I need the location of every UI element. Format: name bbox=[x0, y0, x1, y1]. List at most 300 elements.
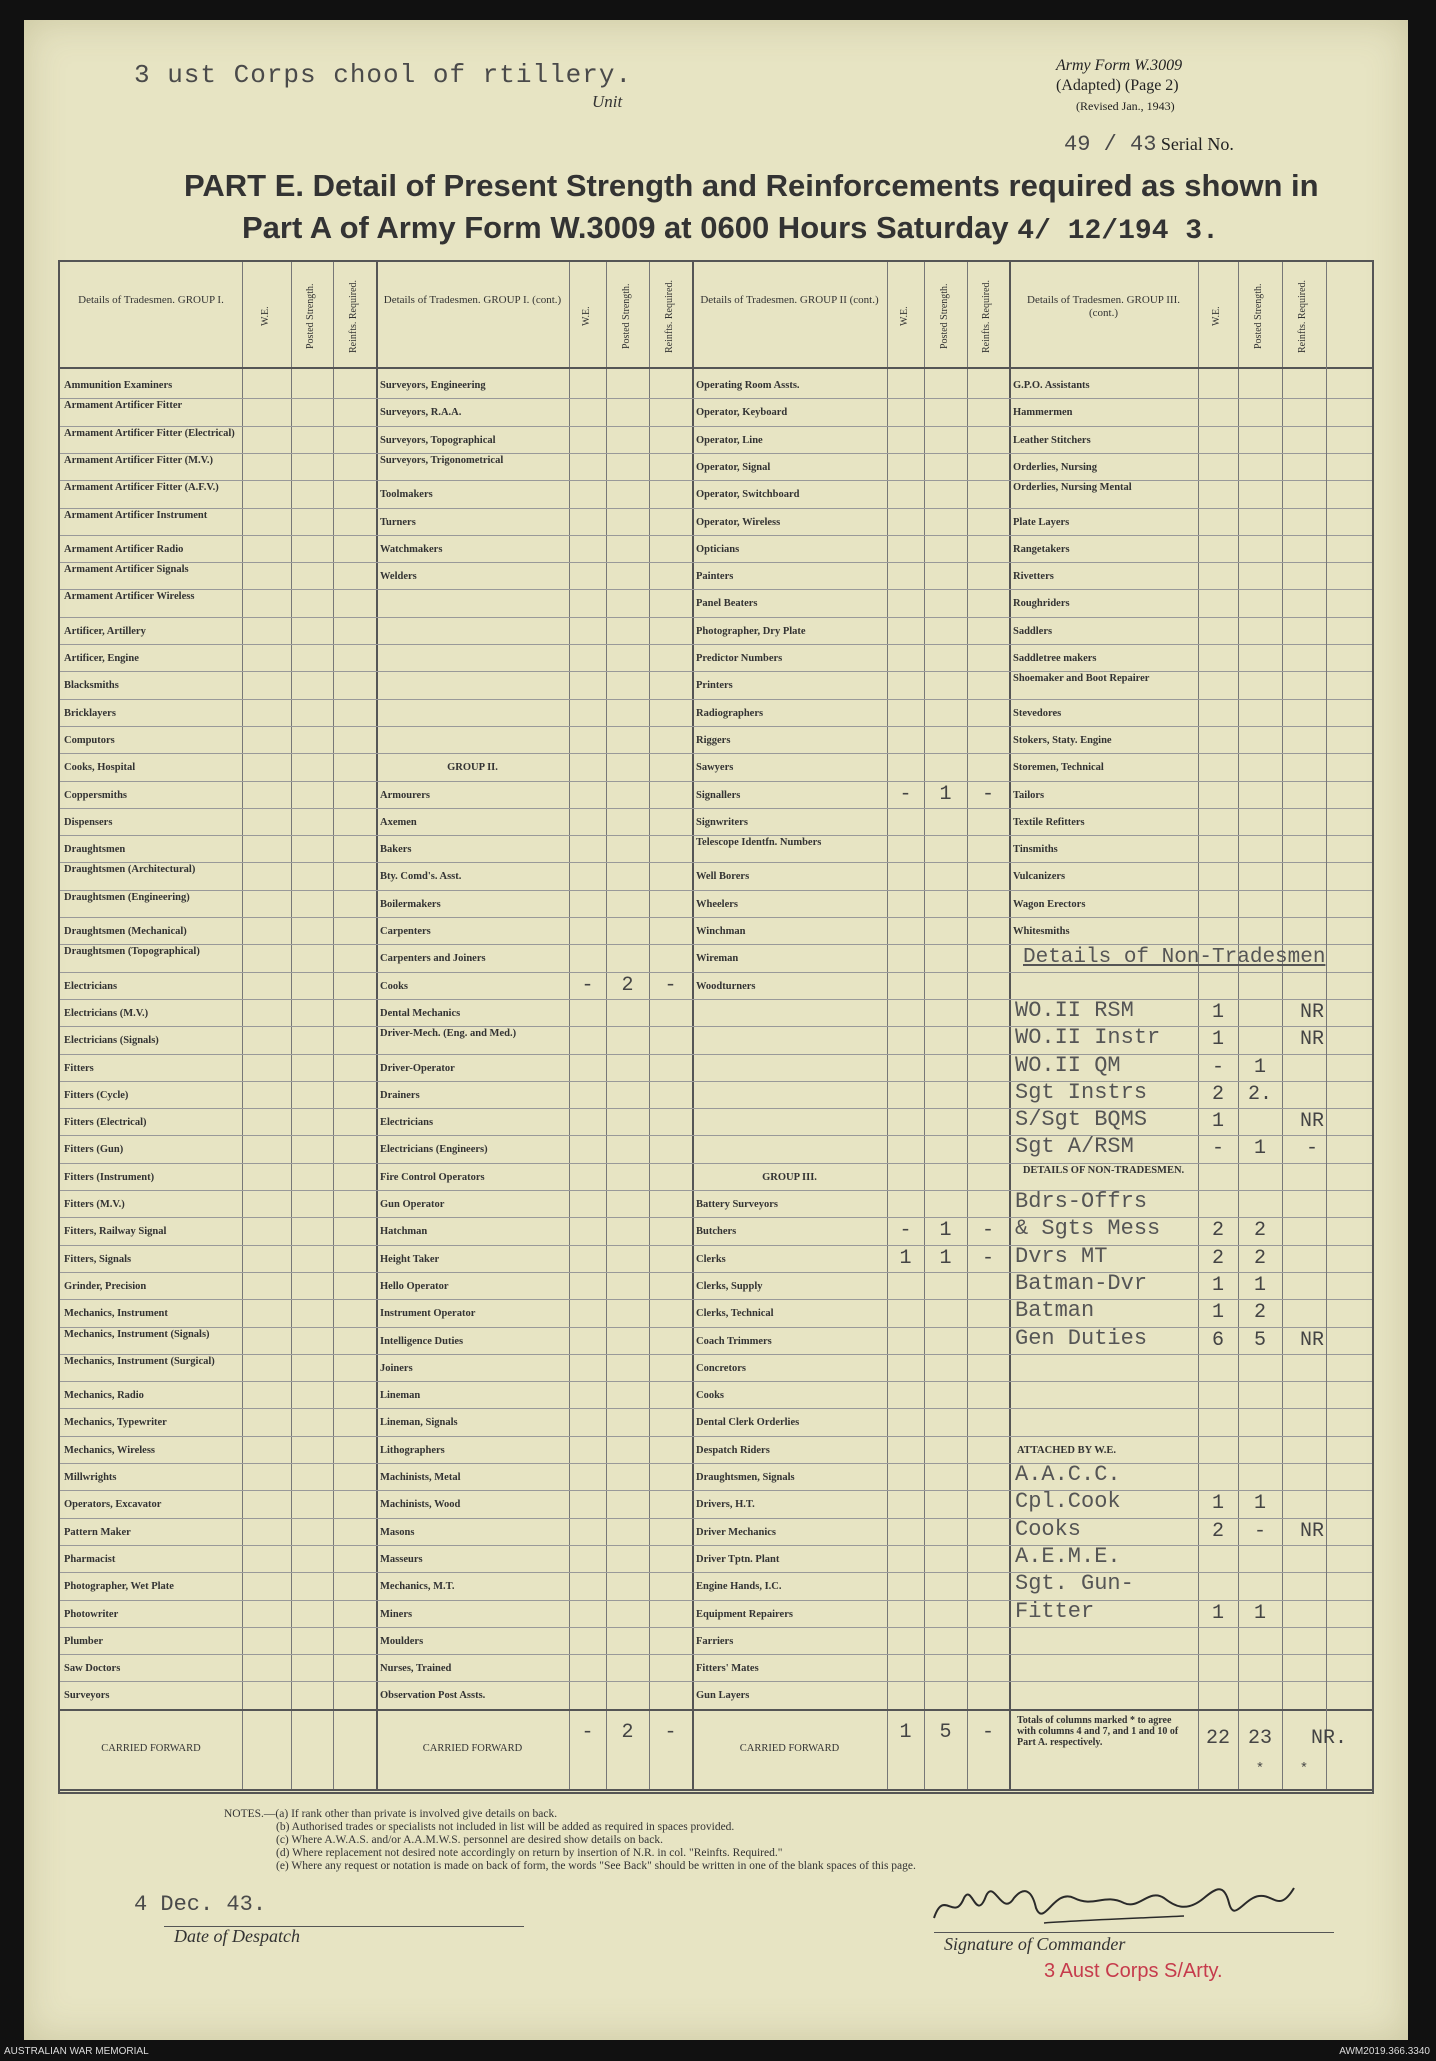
archive-reference: AWM2019.366.3340 bbox=[1339, 2046, 1430, 2057]
non-tradesman-label: Bdrs-Offrs bbox=[1015, 1189, 1148, 1214]
unit-caption: Unit bbox=[592, 92, 623, 111]
trade-label: Carpenters bbox=[380, 926, 431, 937]
non-tradesman-label: WO.II Instr bbox=[1015, 1025, 1161, 1051]
non-tradesman-posted: 1 bbox=[1253, 1137, 1266, 1161]
trade-label: Panel Beaters bbox=[696, 598, 758, 610]
non-tradesman-label: Dvrs MT bbox=[1015, 1243, 1108, 1269]
row-rule bbox=[60, 1600, 1372, 1601]
trade-label: Electricians (Signals) bbox=[64, 1035, 159, 1047]
row-rule bbox=[60, 972, 1372, 973]
trade-label: Surveyors bbox=[64, 1690, 110, 1702]
row-rule bbox=[60, 562, 1372, 563]
trade-label: Armament Artificer Fitter (M.V.) bbox=[64, 454, 213, 466]
row-rule bbox=[60, 1081, 1372, 1082]
note-line: NOTES.—(a) If rank other than private is involved give details on back. bbox=[224, 1808, 558, 1820]
column-header-we: W.E. bbox=[1211, 306, 1222, 326]
non-tradesman-we: 1 bbox=[1211, 1301, 1224, 1325]
row-rule bbox=[60, 1408, 1372, 1409]
non-tradesman-reinf: NR bbox=[1299, 1028, 1324, 1052]
trade-label: Lineman, Signals bbox=[380, 1417, 458, 1429]
trade-label: Draughtsmen (Architectural) bbox=[64, 864, 196, 876]
trade-label: Operator, Switchboard bbox=[696, 489, 800, 501]
form-sheet bbox=[24, 20, 1408, 2040]
serial-number bbox=[1064, 132, 1234, 157]
trade-label: Predictor Numbers bbox=[696, 653, 783, 664]
trade-label: Operator, Wireless bbox=[696, 516, 781, 528]
trade-label: Boilermakers bbox=[380, 898, 441, 910]
row-rule bbox=[60, 1272, 1372, 1273]
non-tradesman-label: Sgt Instrs bbox=[1015, 1079, 1148, 1105]
non-tradesman-we: 6 bbox=[1211, 1328, 1224, 1352]
entry-reinf: - bbox=[664, 973, 677, 997]
trade-label: Mechanics, Typewriter bbox=[64, 1417, 167, 1429]
trade-label: Lithographers bbox=[380, 1444, 445, 1456]
row-rule bbox=[60, 999, 1372, 1000]
row-rule bbox=[60, 1627, 1372, 1628]
row-rule bbox=[60, 781, 1372, 782]
entry-reinf: - bbox=[981, 1219, 994, 1243]
note-line: (b) Authorised trades or specialists not included in list will be added as required in spaces provided. bbox=[276, 1821, 735, 1833]
trade-label: Stevedores bbox=[1013, 707, 1062, 719]
form-adapted: (Adapted) (Page 2) bbox=[1056, 77, 1179, 94]
non-tradesman-reinf: NR bbox=[1299, 1519, 1324, 1543]
trade-label: GROUP II. bbox=[447, 762, 498, 774]
trade-label: Gun Layers bbox=[696, 1690, 750, 1702]
totals-note: Totals of columns marked * to agree with columns 4 and 7, and 1 and 10 of Part A. respectively. bbox=[1017, 1714, 1179, 1748]
trade-label: Surveyors, R.A.A. bbox=[380, 407, 462, 419]
trade-label: Draughtsmen, Signals bbox=[696, 1472, 795, 1483]
carried-forward-posted: 2 bbox=[621, 1720, 634, 1744]
column-header-details: Details of Tradesmen. GROUP II (cont.) bbox=[700, 294, 879, 306]
trade-label: Well Borers bbox=[696, 871, 750, 883]
trade-label: Mechanics, Instrument (Surgical) bbox=[64, 1355, 215, 1367]
row-rule bbox=[60, 1163, 1372, 1164]
column-header-reinfts: Reinfts. Required. bbox=[981, 279, 992, 353]
entry-posted: 1 bbox=[939, 782, 952, 806]
strength-table bbox=[58, 260, 1374, 1794]
row-rule bbox=[60, 1518, 1372, 1519]
trade-label: Fitters (Electrical) bbox=[64, 1117, 147, 1129]
trade-label: Machinists, Metal bbox=[380, 1472, 461, 1483]
entry-we: 1 bbox=[899, 1246, 912, 1270]
trade-label: Pharmacist bbox=[64, 1553, 116, 1565]
trade-label: Armament Artificer Fitter bbox=[64, 400, 183, 412]
trade-label: Joiners bbox=[380, 1362, 413, 1374]
notes-block bbox=[224, 1808, 916, 1873]
non-tradesman-we: 1 bbox=[1211, 1601, 1224, 1625]
form-revision: (Revised Jan., 1943) bbox=[1076, 99, 1175, 113]
entry-reinf: - bbox=[981, 782, 994, 806]
row-rule bbox=[60, 835, 1372, 836]
non-tradesman-label: A.E.M.E. bbox=[1015, 1543, 1121, 1569]
trade-label: Operator, Line bbox=[696, 434, 763, 446]
row-rule bbox=[60, 1054, 1372, 1055]
row-rule bbox=[60, 808, 1372, 809]
trade-label: Sawyers bbox=[696, 762, 734, 774]
form-number: Army Form W.3009 bbox=[1056, 57, 1183, 74]
trade-label: Saddlers bbox=[1013, 625, 1053, 637]
row-rule bbox=[60, 617, 1372, 618]
row-rule bbox=[60, 1436, 1372, 1437]
row-rule bbox=[60, 1545, 1372, 1546]
non-tradesman-label: Sgt A/RSM bbox=[1015, 1134, 1134, 1160]
trade-label: Leather Stitchers bbox=[1013, 434, 1091, 446]
trade-label: Signallers bbox=[696, 789, 741, 801]
non-tradesman-reinf: NR bbox=[1299, 1000, 1324, 1024]
trade-label: Painters bbox=[696, 571, 734, 583]
non-tradesman-posted: 2 bbox=[1253, 1246, 1266, 1270]
non-tradesman-label: Batman bbox=[1015, 1298, 1095, 1324]
trade-label: Carpenters and Joiners bbox=[380, 953, 486, 965]
trade-label: Shoemaker and Boot Repairer bbox=[1013, 673, 1150, 685]
trade-label: Telescope Identfn. Numbers bbox=[696, 837, 822, 849]
trade-label: Surveyors, Engineering bbox=[380, 380, 486, 391]
trade-label: Armament Artificer Signals bbox=[64, 564, 189, 576]
trade-label: Wireman bbox=[696, 953, 739, 965]
trade-label: Butchers bbox=[696, 1226, 737, 1238]
trade-label: Driver Mechanics bbox=[696, 1526, 776, 1538]
trade-label: Mechanics, Instrument (Signals) bbox=[64, 1328, 210, 1340]
row-rule bbox=[60, 1381, 1372, 1382]
row-rule bbox=[60, 1108, 1372, 1109]
trade-label: Electricians (Engineers) bbox=[380, 1144, 488, 1156]
non-tradesman-label: S/Sgt BQMS bbox=[1015, 1107, 1148, 1133]
signature-underline bbox=[934, 1932, 1334, 1933]
non-tradesman-we: 1 bbox=[1211, 1492, 1224, 1516]
row-rule bbox=[60, 1245, 1372, 1246]
trade-label: Tailors bbox=[1013, 789, 1045, 801]
non-tradesman-we: - bbox=[1211, 1137, 1224, 1161]
column-header-reinfts: Reinfts. Required. bbox=[347, 279, 359, 353]
row-rule bbox=[60, 398, 1372, 399]
row-rule bbox=[60, 753, 1372, 754]
form-reference bbox=[1056, 56, 1182, 116]
attached-heading: ATTACHED BY W.E. bbox=[1017, 1444, 1116, 1456]
trade-label: Photowriter bbox=[64, 1608, 119, 1620]
header-rule bbox=[60, 367, 1372, 369]
non-tradesman-reinf: - bbox=[1305, 1137, 1318, 1161]
non-tradesman-we: 1 bbox=[1211, 1110, 1224, 1134]
trade-label: Bty. Comd's. Asst. bbox=[380, 871, 462, 883]
trade-label: Draughtsmen (Topographical) bbox=[64, 946, 200, 958]
row-rule bbox=[60, 644, 1372, 645]
unit-name: 3 ust Corps chool of rtillery. bbox=[134, 60, 633, 90]
archive-credit: AUSTRALIAN WAR MEMORIAL bbox=[4, 2046, 149, 2057]
row-rule bbox=[60, 1299, 1372, 1300]
total-posted: 23 bbox=[1247, 1726, 1272, 1750]
carried-forward-we: - bbox=[581, 1720, 594, 1744]
trade-label: Dental Clerk Orderlies bbox=[696, 1417, 800, 1429]
trade-label: Fitters (Instrument) bbox=[64, 1171, 155, 1183]
title-text: Part A of Army Form W.3009 at 0600 Hours Saturday bbox=[242, 210, 1009, 245]
trade-label: Observation Post Assts. bbox=[380, 1690, 486, 1702]
trade-label: Clerks, Technical bbox=[696, 1308, 774, 1320]
trade-label: Masons bbox=[380, 1526, 415, 1538]
trade-label: Surveyors, Trigonometrical bbox=[380, 454, 504, 466]
trade-label: Operators, Excavator bbox=[64, 1499, 162, 1511]
column-header-details: Details of Tradesmen. GROUP III. (cont.) bbox=[1027, 294, 1180, 319]
row-rule bbox=[60, 917, 1372, 918]
non-tradesman-label: Sgt. Gun- bbox=[1015, 1571, 1134, 1597]
trade-label: Cooks bbox=[380, 980, 409, 992]
unit-stamp: 3 Aust Corps S/Arty. bbox=[1044, 1960, 1223, 1982]
trade-label: Mechanics, Radio bbox=[64, 1390, 144, 1402]
non-tradesman-we: 2 bbox=[1211, 1219, 1224, 1243]
trade-label: Wheelers bbox=[696, 898, 738, 910]
trade-label: Toolmakers bbox=[380, 489, 433, 501]
trade-label: Fitters, Railway Signal bbox=[64, 1226, 167, 1238]
trade-label: Draughtsmen bbox=[64, 844, 126, 856]
entry-we: - bbox=[899, 782, 912, 806]
trade-label: Hello Operator bbox=[380, 1280, 449, 1292]
trade-label: Height Taker bbox=[380, 1253, 440, 1265]
trade-label: Gun Operator bbox=[380, 1199, 445, 1210]
trade-label: Ammunition Examiners bbox=[64, 380, 173, 391]
non-tradesman-label: Cpl.Cook bbox=[1015, 1489, 1121, 1515]
trade-label: Opticians bbox=[696, 543, 740, 555]
trade-label: Fitters (Gun) bbox=[64, 1144, 124, 1156]
carried-forward-label: CARRIED FORWARD bbox=[422, 1742, 523, 1754]
trade-label: Stokers, Staty. Engine bbox=[1013, 734, 1112, 746]
row-rule bbox=[60, 726, 1372, 727]
serial-value: 49 / 43 bbox=[1064, 132, 1157, 157]
return-date: 4/ 12/194 3. bbox=[1017, 216, 1219, 247]
row-rule bbox=[60, 535, 1372, 536]
trade-label: Coach Trimmers bbox=[696, 1335, 772, 1347]
entry-posted: 1 bbox=[939, 1219, 952, 1243]
row-rule bbox=[60, 862, 1372, 863]
entry-reinf: - bbox=[981, 1246, 994, 1270]
non-tradesman-label: WO.II RSM bbox=[1015, 997, 1134, 1023]
column-header-posted: Posted Strength. bbox=[1253, 283, 1264, 349]
entry-posted: 2 bbox=[621, 973, 634, 997]
trade-label: Engine Hands, I.C. bbox=[696, 1581, 782, 1593]
non-tradesman-we: 2 bbox=[1211, 1246, 1224, 1270]
trade-label: Photographer, Wet Plate bbox=[64, 1581, 174, 1593]
non-tradesman-we: 1 bbox=[1211, 1000, 1224, 1024]
trade-label: Miners bbox=[380, 1608, 413, 1620]
trade-label: Signwriters bbox=[696, 816, 748, 828]
trade-label: Cooks, Hospital bbox=[64, 762, 136, 774]
column-header-reinfts: Reinfts. Required. bbox=[1297, 279, 1308, 353]
trade-label: Armament Artificer Wireless bbox=[64, 591, 195, 603]
non-tradesman-reinf: NR bbox=[1299, 1110, 1324, 1134]
trade-label: Riggers bbox=[696, 734, 731, 746]
non-tradesman-label: WO.II QM bbox=[1015, 1052, 1121, 1078]
trade-label: Fitters, Signals bbox=[64, 1253, 132, 1265]
row-rule bbox=[60, 589, 1372, 590]
trade-label: Vulcanizers bbox=[1013, 871, 1066, 883]
row-rule bbox=[60, 1026, 1372, 1027]
page-title-line1: PART E. Detail of Present Strength and Reinforcements required as shown in bbox=[184, 168, 1319, 203]
column-header-posted: Posted Strength. bbox=[938, 283, 950, 349]
trade-label: Operator, Signal bbox=[696, 461, 771, 473]
row-rule bbox=[60, 1463, 1372, 1464]
non-tradesman-label: Fitter bbox=[1015, 1598, 1095, 1624]
trade-label: Dispensers bbox=[64, 816, 113, 828]
carried-forward-label: CARRIED FORWARD bbox=[739, 1742, 840, 1754]
non-tradesman-label: Batman-Dvr bbox=[1015, 1270, 1148, 1296]
trade-label: Mechanics, M.T. bbox=[380, 1581, 455, 1593]
trade-label: Printers bbox=[696, 680, 733, 692]
trade-label: Clerks, Supply bbox=[696, 1280, 763, 1292]
trade-label: Orderlies, Nursing bbox=[1013, 461, 1097, 473]
non-tradesman-posted: 1 bbox=[1253, 1273, 1266, 1297]
column-header-details: Details of Tradesmen. GROUP I. bbox=[78, 294, 224, 306]
trade-label: Whitesmiths bbox=[1013, 926, 1070, 937]
entry-posted: 1 bbox=[939, 1246, 952, 1270]
trade-label: Artificer, Artillery bbox=[64, 625, 146, 637]
trade-label: Fitters' Mates bbox=[696, 1663, 759, 1675]
non-tradesman-reinf: NR bbox=[1299, 1328, 1324, 1352]
note-line: (c) Where A.W.A.S. and/or A.A.M.W.S. personnel are desired show details on back. bbox=[276, 1834, 663, 1846]
row-rule bbox=[60, 671, 1372, 672]
row-rule bbox=[60, 1354, 1372, 1355]
trade-label: Photographer, Dry Plate bbox=[696, 625, 806, 637]
row-rule bbox=[60, 1327, 1372, 1328]
row-rule bbox=[60, 1135, 1372, 1136]
trade-label: Woodturners bbox=[696, 980, 756, 992]
trade-label: Clerks bbox=[696, 1253, 726, 1265]
commander-label: Signature of Commander bbox=[944, 1934, 1126, 1954]
trade-label: Hammermen bbox=[1013, 407, 1073, 419]
carried-forward-reinf: - bbox=[664, 1720, 677, 1744]
carried-forward-rule bbox=[60, 1709, 1372, 1711]
column-header-details: Details of Tradesmen. GROUP I. (cont.) bbox=[383, 294, 562, 306]
trade-label: Fitters bbox=[64, 1062, 94, 1074]
trade-label: Bricklayers bbox=[64, 707, 116, 719]
non-tradesman-posted: 2. bbox=[1247, 1082, 1272, 1106]
trade-label: Intelligence Duties bbox=[380, 1335, 464, 1347]
row-rule bbox=[60, 453, 1372, 454]
total-we: 22 bbox=[1205, 1726, 1230, 1750]
trade-label: Radiographers bbox=[696, 707, 764, 719]
trade-label: Drainers bbox=[380, 1089, 420, 1101]
entry-we: - bbox=[899, 1219, 912, 1243]
trade-label: Pattern Maker bbox=[64, 1526, 131, 1538]
trade-label: Rangetakers bbox=[1013, 543, 1070, 555]
trade-label: Operator, Keyboard bbox=[696, 407, 788, 419]
row-rule bbox=[60, 426, 1372, 427]
trade-label: GROUP III. bbox=[762, 1171, 817, 1183]
trade-label: Lineman bbox=[380, 1390, 421, 1402]
trade-label: Draughtsmen (Engineering) bbox=[64, 891, 190, 903]
trade-label: Armament Artificer Instrument bbox=[64, 509, 208, 521]
trade-label: Turners bbox=[380, 516, 416, 528]
trade-label: Roughriders bbox=[1013, 598, 1070, 610]
non-tradesman-posted: 2 bbox=[1253, 1301, 1266, 1325]
trade-label: Watchmakers bbox=[380, 543, 443, 555]
column-header-we: W.E. bbox=[259, 306, 271, 326]
trade-label: Grinder, Precision bbox=[64, 1280, 147, 1292]
trade-label: Bakers bbox=[380, 844, 412, 856]
trade-label: Electricians bbox=[380, 1117, 434, 1129]
trade-label: Moulders bbox=[380, 1635, 424, 1647]
trade-label: Mechanics, Instrument bbox=[64, 1308, 168, 1320]
trade-label: Hatchman bbox=[380, 1226, 428, 1238]
trade-label: Cooks bbox=[696, 1390, 725, 1402]
row-rule bbox=[60, 1490, 1372, 1491]
non-tradesman-we: 1 bbox=[1211, 1273, 1224, 1297]
non-tradesman-posted: 2 bbox=[1253, 1219, 1266, 1243]
trade-label: Artificer, Engine bbox=[64, 653, 139, 664]
trade-label: Battery Surveyors bbox=[696, 1199, 778, 1210]
table-bottom-rule bbox=[60, 1789, 1372, 1791]
row-rule bbox=[60, 890, 1372, 891]
trade-label: Nurses, Trained bbox=[380, 1663, 452, 1675]
trade-label: Equipment Repairers bbox=[696, 1608, 793, 1620]
trade-label: Drivers, H.T. bbox=[696, 1499, 755, 1511]
serial-label: Serial No. bbox=[1160, 134, 1234, 154]
trade-label: Rivetters bbox=[1013, 571, 1054, 583]
trade-label: Blacksmiths bbox=[64, 680, 119, 692]
non-tradesman-we: 2 bbox=[1211, 1082, 1224, 1106]
non-tradesman-we: - bbox=[1211, 1055, 1224, 1079]
trade-label: Dental Mechanics bbox=[380, 1007, 461, 1019]
column-header-we: W.E. bbox=[898, 306, 910, 326]
non-tradesman-label: Cooks bbox=[1015, 1516, 1082, 1542]
non-tradesman-label: Gen Duties bbox=[1015, 1325, 1148, 1351]
row-rule bbox=[60, 699, 1372, 700]
note-line: (e) Where any request or notation is made on back of form, the words "See Back" should be written in one of the blank spaces of this page. bbox=[276, 1860, 916, 1872]
row-rule bbox=[60, 1572, 1372, 1573]
trade-label: Textile Refitters bbox=[1013, 816, 1085, 828]
despatch-date: 4 Dec. 43. bbox=[134, 1892, 267, 1917]
trade-label: Surveyors, Topographical bbox=[380, 434, 496, 446]
trade-label: Driver Tptn. Plant bbox=[696, 1553, 780, 1565]
trade-label: Electricians (M.V.) bbox=[64, 1007, 149, 1019]
column-header-we: W.E. bbox=[580, 306, 592, 326]
row-rule bbox=[60, 480, 1372, 481]
row-rule bbox=[60, 1681, 1372, 1682]
trade-label: Plumber bbox=[64, 1635, 104, 1647]
non-tradesmen-printed-heading: DETAILS OF NON-TRADESMEN. bbox=[1022, 1164, 1185, 1176]
trade-label: Coppersmiths bbox=[64, 789, 128, 801]
trade-label: Axemen bbox=[380, 816, 417, 828]
trade-label: Machinists, Wood bbox=[380, 1499, 461, 1511]
total-asterisk: * bbox=[1299, 1760, 1309, 1777]
row-rule bbox=[60, 1190, 1372, 1191]
non-tradesman-label: A.A.C.C. bbox=[1015, 1462, 1121, 1487]
trade-label: Armament Artificer Radio bbox=[64, 543, 184, 555]
trade-label: Storemen, Technical bbox=[1013, 762, 1104, 774]
row-rule bbox=[60, 1654, 1372, 1655]
entry-we: - bbox=[581, 973, 594, 997]
trade-label: Millwrights bbox=[64, 1472, 117, 1483]
total-asterisk: * bbox=[1255, 1760, 1265, 1777]
trade-label: Fire Control Operators bbox=[380, 1171, 485, 1183]
trade-label: Armament Artificer Fitter (Electrical) bbox=[64, 427, 235, 439]
trade-label: Tinsmiths bbox=[1013, 844, 1058, 856]
column-header-posted: Posted Strength. bbox=[305, 283, 316, 349]
non-tradesman-posted: 1 bbox=[1253, 1055, 1266, 1079]
row-rule bbox=[60, 508, 1372, 509]
trade-label: Wagon Erectors bbox=[1013, 898, 1086, 910]
trade-label: Saddletree makers bbox=[1013, 653, 1097, 664]
trade-label: Driver-Mech. (Eng. and Med.) bbox=[380, 1028, 517, 1040]
carried-forward-reinf: - bbox=[981, 1720, 994, 1744]
trade-label: Electricians bbox=[64, 980, 118, 992]
trade-label: Welders bbox=[380, 571, 417, 583]
trade-label: Armourers bbox=[380, 789, 430, 801]
trade-label: Fitters (Cycle) bbox=[64, 1089, 129, 1101]
commander-signature bbox=[924, 1868, 1324, 1938]
non-tradesman-posted: 5 bbox=[1253, 1328, 1266, 1352]
trade-label: Saw Doctors bbox=[64, 1663, 121, 1675]
non-tradesman-we: 1 bbox=[1211, 1028, 1224, 1052]
carried-forward-label: CARRIED FORWARD bbox=[101, 1742, 201, 1754]
column-header-reinfts: Reinfts. Required. bbox=[663, 279, 675, 353]
